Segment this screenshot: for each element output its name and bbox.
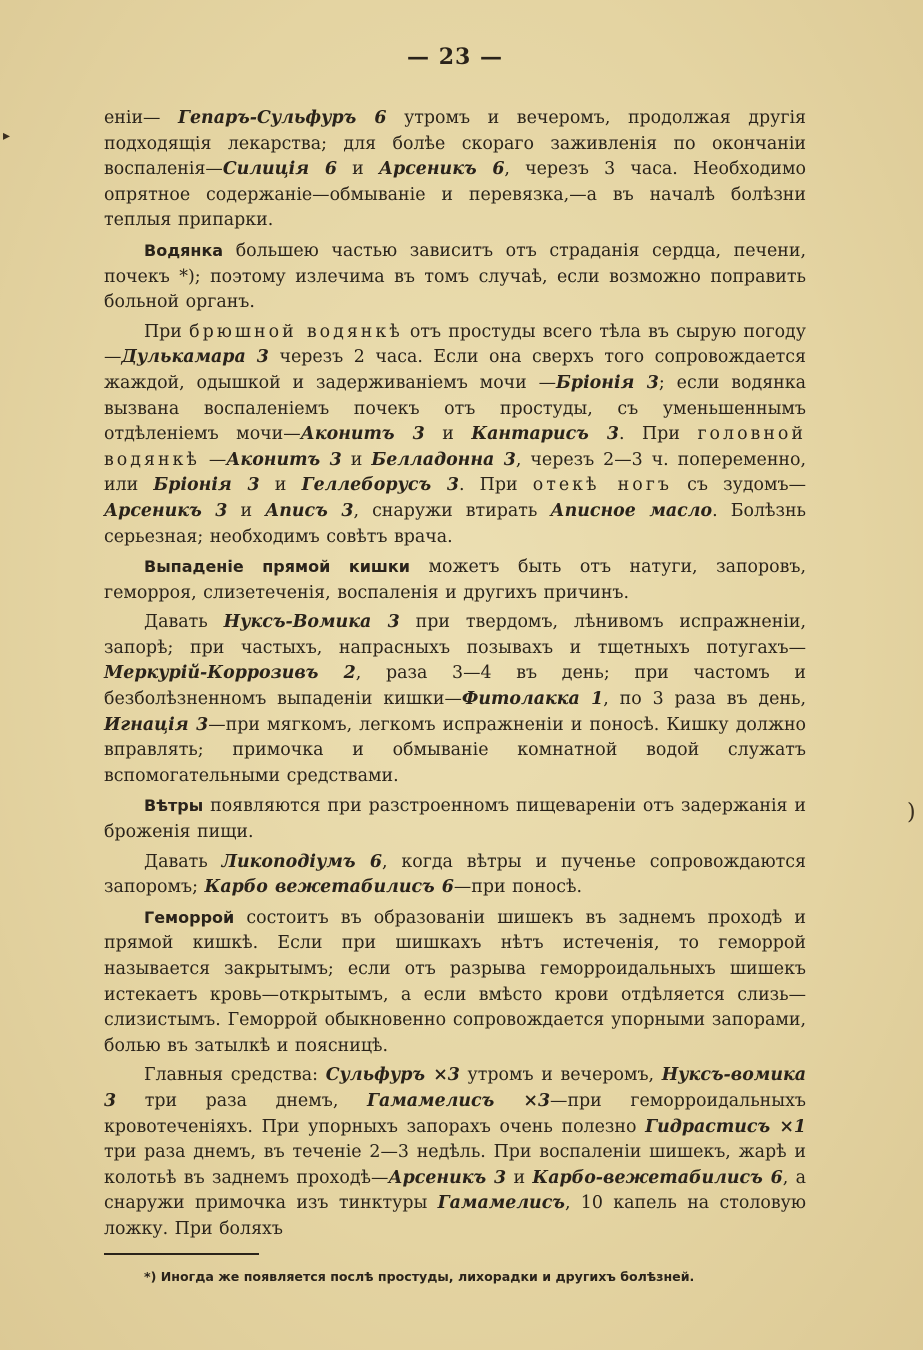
paragraph [104,850,806,901]
text-run: , по 3 раза въ день, [603,689,807,710]
remedy-name: Арсеникъ 6 [378,159,505,180]
topic-heading: Водянка [144,240,224,260]
text-run: три раза днемъ, [116,1090,367,1111]
text-run: Давать [144,851,222,872]
paragraph [104,793,806,845]
remedy-name: Ликоподіумъ 6 [221,851,383,872]
text-run: и [259,475,302,496]
text-run: утромъ и вечеромъ, [459,1065,662,1086]
paragraph [104,320,806,550]
remedy-name: Нуксъ-вомика 3 [104,1065,807,1111]
text-run: еніи— [104,108,178,128]
remedy-name: Белладонна 3 [371,449,516,470]
text-run: утромъ и вечеромъ, продолжая другія подходящія лекарства; для болѣе скораго заживленія по окончаніи воспаленія— [104,108,806,180]
remedy-name: Арсеникъ 3 [104,500,228,521]
text-run: большею частью зависитъ отъ страданія сердца, печени, почекъ *); поэтому излечима въ томъ случаѣ, если возможно поправить больной органъ. [104,240,806,313]
text-run: , 10 капель на столовую ложку. При боляхъ [104,1193,807,1239]
footnote-rule [104,1253,259,1255]
remedy-name: Геллеборусъ 3 [301,475,459,496]
text-run: , раза 3—4 въ день; при частомъ и безболѣзненномъ выпаденіи кишки— [104,663,806,710]
text-run: , а снаружи примочка изъ тинктуры [104,1167,806,1214]
text-run: , черезъ 3 часа. Необходимо опрятное содержаніе—обмываніе и перевязка,—а въ началѣ болѣзни теплыя припарки. [104,159,806,231]
text-run: —при геморроидальныхъ кровотеченіяхъ. При упорныхъ запорахъ очень полезно [104,1090,806,1137]
topic-heading: Геморрой [144,907,235,927]
remedy-name: Бріонія 3 [153,475,260,496]
text-run: При [144,321,190,342]
remedy-name: Гамамелисъ ×3 [366,1090,551,1111]
paragraph [104,905,806,1060]
remedy-name: Дулькамара 3 [121,347,269,368]
remedy-name: Силиція 6 [222,159,337,180]
text-run: отъ простуды всего тѣла въ сырую погоду— [104,321,807,368]
remedy-name: Сульфуръ ×3 [325,1065,460,1086]
paragraph [104,106,806,234]
text-run: Давать [144,612,224,633]
remedy-name: Игнація 3 [104,714,209,735]
remedy-name: Гамамелисъ [437,1193,565,1214]
remedy-name: Меркурій-Коррозивъ 2 [104,663,356,684]
text-run: ; если водянка вызвана воспаленіемъ почекъ отъ простуды, съ уменьшеннымъ отдѣленіемъ мочи— [104,372,806,445]
spaced-term: головной водянкѣ [104,424,806,470]
text-run: три раза днемъ, въ теченіе 2—3 недѣль. При воспаленіи шишекъ, жарѣ и колотьѣ въ заднемъ проходѣ— [104,1142,806,1188]
remedy-name: Аписъ 3 [265,500,354,521]
text-run: черезъ 2 часа. Если она сверхъ того сопровождается жаждой, одышкой и задерживаніемъ мочи — [104,347,806,393]
footnote: *) Иногда же появляется послѣ простуды, лихорадки и другихъ болѣзней. [144,1268,695,1284]
text-run: , когда вѣтры и пученье сопровождаются запоромъ; [104,851,806,898]
paragraph [104,1063,806,1242]
text-run: появляются при разстроенномъ пищевареніи отъ задержанія и броженія пищи. [104,796,806,843]
text-run: и [341,449,372,470]
paragraph [104,610,806,789]
remedy-name: Аконитъ 3 [226,449,342,470]
text-run: , снаружи втирать [353,500,551,521]
topic-heading: Выпаденіе прямой кишки [144,557,410,577]
remedy-name: Бріонія 3 [556,372,659,393]
remedy-name: Нуксъ-Вомика 3 [223,612,400,633]
margin-mark-right: ) [907,800,916,825]
text-body [104,106,806,1243]
remedy-name: Арсеникъ 3 [388,1167,507,1188]
spaced-term: брюшной водянкѣ [189,321,403,342]
remedy-name: Гепаръ-Сульфуръ 6 [177,108,387,128]
remedy-name: Карбо-вежетабилисъ 6 [532,1167,783,1188]
text-run: и [227,500,266,521]
book-page [104,44,806,1287]
text-run: . При [618,424,698,445]
paragraph [104,238,806,316]
text-run: состоитъ въ образованіи шишекъ въ заднемъ проходѣ и прямой кишкѣ. Если при шишкахъ нѣтъ истеченія, то геморрой называется закрытымъ; если отъ разрыва геморроидальныхъ шишекъ истекаетъ кровь—открытымъ, а если вмѣсто крови отдѣляется слизь—слизистымъ. Геморрой обыкновенно сопровождается упорными запорами, болью въ затылкѣ и поясницѣ. [104,907,806,1056]
text-run: при твердомъ, лѣнивомъ испражненіи, запорѣ; при частыхъ, напрасныхъ позывахъ и тщетныхъ потугахъ— [104,612,806,658]
topic-heading: Вѣтры [144,796,204,816]
text-run: —при поносѣ. [453,877,582,898]
remedy-name: Аконитъ 3 [300,424,425,445]
margin-mark-left: ▸ [3,128,11,144]
text-run: можетъ быть отъ натуги, запоровъ, геморроя, слизетеченія, воспаленія и другихъ причинъ. [104,557,806,603]
text-run: и [336,159,379,180]
text-run: — [199,449,227,470]
remedy-name: Фитолакка 1 [461,689,604,710]
remedy-name: Аписное масло [550,500,713,521]
remedy-name: Кантарисъ 3 [471,424,619,445]
paragraph [104,554,806,606]
remedy-name: Гидрастисъ ×1 [645,1116,807,1137]
text-run: , черезъ 2—3 ч. попеременно, или [104,449,807,496]
text-run: —при мягкомъ, легкомъ испражненіи и поносѣ. Кишку должно вправлять; примочка и обмываніе комнатной водой служатъ вспомогательными средствами. [104,714,807,786]
text-run: . При [458,475,533,496]
text-run: съ зудомъ— [671,475,806,496]
text-run: . Болѣзнь серьезная; необходимъ совѣтъ врача. [104,500,807,547]
text-run: Главныя средства: [144,1065,326,1086]
page-number: — 23 — [407,44,503,70]
remedy-name: Карбо вежетабилисъ 6 [204,877,454,898]
spaced-term: отекѣ ногъ [532,475,672,496]
text-run: и [506,1167,533,1188]
text-run: и [424,424,472,445]
